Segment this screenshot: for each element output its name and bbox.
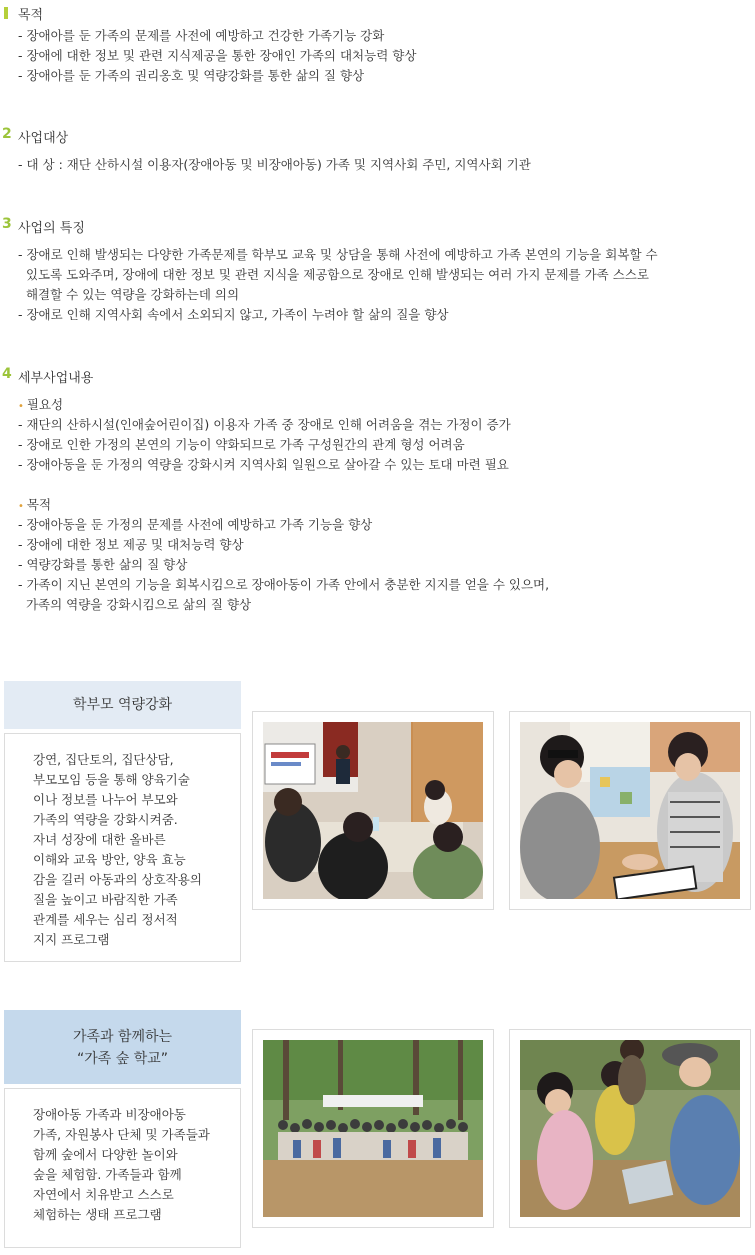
desc-line: 가족의 역량을 강화시켜줌. (33, 812, 178, 827)
list-item: 해결할 수 있는 역량을 강화하는데 의의 (18, 287, 240, 302)
section-marker-icon (4, 7, 8, 19)
bullet-dot-icon: • (18, 501, 24, 512)
photo-frame (252, 711, 494, 910)
program-label-forest-school (4, 1010, 241, 1084)
photo-parent-workshop (263, 722, 483, 899)
photo-forest-children (520, 1040, 740, 1217)
subsection-title: • 목적 (18, 497, 52, 512)
section-target (0, 126, 755, 172)
list-item: - 장애로 인해 지역사회 속에서 소외되지 않고, 가족이 누려야 할 삶의 질을 향상 (18, 307, 449, 322)
list-item: 가족의 역량을 강화시킴으로 삶의 질 향상 (18, 597, 252, 612)
photo-forest-group (263, 1040, 483, 1217)
photo-frame (509, 1029, 751, 1228)
program-description (4, 1088, 241, 1248)
desc-line: 장애아동 가족과 비장애아동 (33, 1107, 186, 1122)
program-title: 학부모 역량강화 (72, 697, 173, 713)
section-number: 3 (2, 216, 12, 232)
photo-frame (509, 711, 751, 910)
section-purpose (0, 3, 755, 83)
desc-line: 가족, 자원봉사 단체 및 가족들과 (33, 1127, 210, 1142)
section-features (0, 216, 755, 322)
subsection-title: • 필요성 (18, 397, 64, 412)
desc-line: 감을 길러 아동과의 상호작용의 (33, 872, 202, 887)
program-title-line: “가족 숲 학교” (76, 1051, 169, 1067)
desc-line: 질을 높이고 바람직한 가족 (33, 892, 178, 907)
photo-frame (252, 1029, 494, 1228)
list-item: - 가족이 지닌 본연의 기능을 회복시킴으로 장애아동이 가족 안에서 충분한 지지를 얻을 수 있으며, (18, 577, 550, 592)
photo-parent-activity (520, 722, 740, 899)
list-item: - 장애아를 둔 가족의 문제를 사전에 예방하고 건강한 가족기능 강화 (18, 28, 385, 43)
program-description (4, 733, 241, 962)
section-details (0, 366, 755, 612)
section-title: 사업대상 (18, 131, 69, 146)
list-item: - 장애아를 둔 가족의 권리옹호 및 역량강화를 통한 삶의 질 향상 (18, 68, 365, 83)
section-number: 4 (2, 366, 12, 382)
desc-line: 이나 정보를 나누어 부모와 (33, 792, 178, 807)
desc-line: 함께 숲에서 다양한 놀이와 (33, 1147, 178, 1162)
list-item: - 장애에 대한 정보 제공 및 대처능력 향상 (18, 537, 244, 552)
section-title: 세부사업내용 (18, 371, 94, 386)
list-item: - 장애로 인해 발생되는 다양한 가족문제를 학부모 교육 및 상담을 통해 사전에 예방하고 가족 본연의 기능을 회복할 수 (18, 247, 658, 262)
desc-line: 체험하는 생태 프로그램 (33, 1207, 162, 1222)
list-item: - 재단의 산하시설(인애숲어린이집) 이용자 가족 중 장애로 인해 어려움을 겪는 가정이 증가 (18, 417, 511, 432)
program-label-parent (4, 681, 241, 729)
section-title: 목적 (18, 8, 44, 23)
bullet-dot-icon: • (18, 401, 24, 412)
list-item: - 대 상 : 재단 산하시설 이용자(장애아동 및 비장애아동) 가족 및 지역사회 주민, 지역사회 기관 (18, 157, 531, 172)
program-title-line: 가족과 함께하는 (72, 1029, 173, 1045)
section-number: 2 (2, 126, 12, 142)
list-item: - 장애로 인한 가정의 본연의 기능이 약화되므로 가족 구성원간의 관계 형성 어려움 (18, 437, 465, 452)
section-title: 사업의 특징 (18, 221, 85, 236)
desc-line: 부모모임 등을 통해 양육기술 (33, 772, 190, 787)
list-item: - 장애에 대한 정보 및 관련 지식제공을 통한 장애인 가족의 대처능력 향상 (18, 48, 417, 63)
list-item: - 역량강화를 통한 삶의 질 향상 (18, 557, 188, 572)
desc-line: 관계를 세우는 심리 정서적 (33, 912, 178, 927)
list-item: - 장애아동을 둔 가정의 역량을 강화시켜 지역사회 일원으로 살아갈 수 있는 토대 마련 필요 (18, 457, 509, 472)
list-item: - 장애아동을 둔 가정의 문제를 사전에 예방하고 가족 기능을 향상 (18, 517, 373, 532)
list-item: 있도록 도와주며, 장애에 대한 정보 및 관련 지식을 제공함으로 장애로 인해 발생되는 여러 가지 문제를 가족 스스로 (18, 267, 649, 282)
desc-line: 지지 프로그램 (33, 932, 110, 947)
desc-line: 강연, 집단토의, 집단상담, (33, 752, 174, 767)
desc-line: 숲을 체험함. 가족들과 함께 (33, 1167, 182, 1182)
desc-line: 자연에서 치유받고 스스로 (33, 1187, 174, 1202)
desc-line: 이해와 교육 방안, 양육 효능 (33, 852, 186, 867)
desc-line: 자녀 성장에 대한 올바른 (33, 832, 166, 847)
